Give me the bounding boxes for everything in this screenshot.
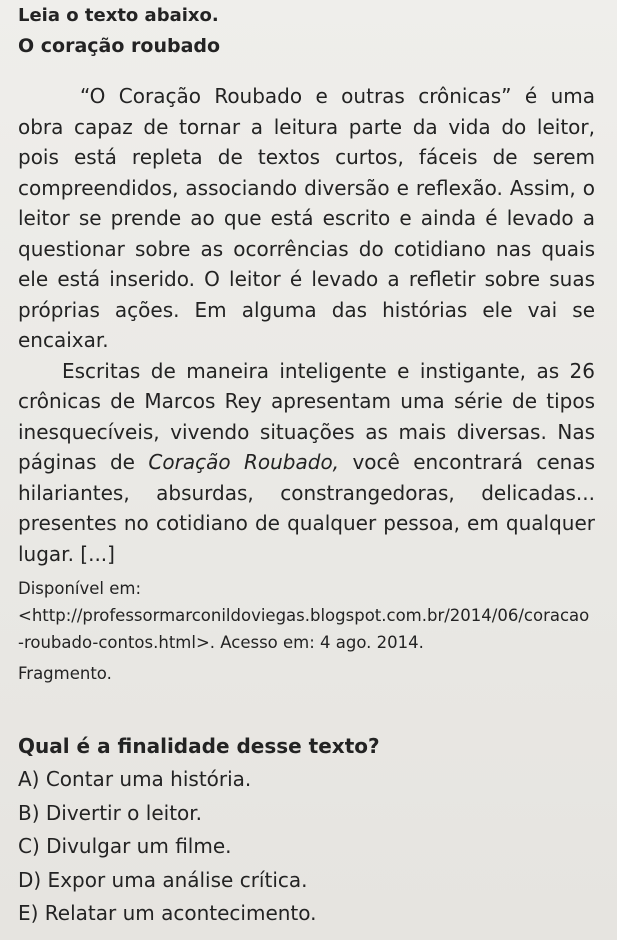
paragraph-1-quote: “O Coração Roubado e outras crônicas” <box>80 84 512 108</box>
source-label: Disponível em: <box>18 579 142 598</box>
instruction-text: Leia o texto abaixo. <box>18 5 219 26</box>
option-c[interactable]: C) Divulgar um filme. <box>18 834 232 859</box>
paragraph-1 <box>18 81 595 356</box>
option-d[interactable]: D) Expor uma análise crítica. <box>18 867 308 892</box>
answer-options <box>18 763 595 931</box>
question-text: Qual é a finalidade desse texto? <box>18 734 380 758</box>
paragraph-1-text: é uma obra capaz de tornar a leitura parte da vida do leitor, pois está repleta de textos curtos, fáceis de serem compreendidos, associando diversão e reflexão. Assim, o leitor se prende ao que está escrito e ainda é levado a questionar sobre as ocorrências do cotidiano nas quais ele está inserido. O leitor é levado a refletir sobre suas próprias ações. Em alguma das histórias ele vai se encaixar. <box>18 84 595 352</box>
paragraph-2-start: Escritas de maneira inteligente e instigante, as 26 crônicas de Marcos Rey apresentam uma série de tipos inesquecíveis, vivendo situações as mais diversas. Nas páginas de <box>18 358 595 474</box>
option-a[interactable]: A) Contar uma história. <box>18 767 252 791</box>
fragment-note: Fragmento. <box>18 664 112 683</box>
option-b[interactable]: B) Divertir o leitor. <box>18 800 203 825</box>
source-citation: <http://professormarconildoviegas.blogspot.com.br/2014/06/coracao-roubado-contos.html>. Acesso em: 4 ago. 2014. <box>18 606 590 652</box>
paragraph-2 <box>18 356 595 570</box>
book-title: Coração Roubado, <box>148 450 340 474</box>
option-e[interactable]: E) Relatar um acontecimento. <box>18 901 317 926</box>
paragraph-2-end: você encontrará cenas hilariantes, absurdas, constrangedoras, delicadas... presentes no cotidiano de qualquer pessoa, em qualquer lugar. [...] <box>18 450 596 566</box>
text-title: O coração roubado <box>18 35 221 57</box>
